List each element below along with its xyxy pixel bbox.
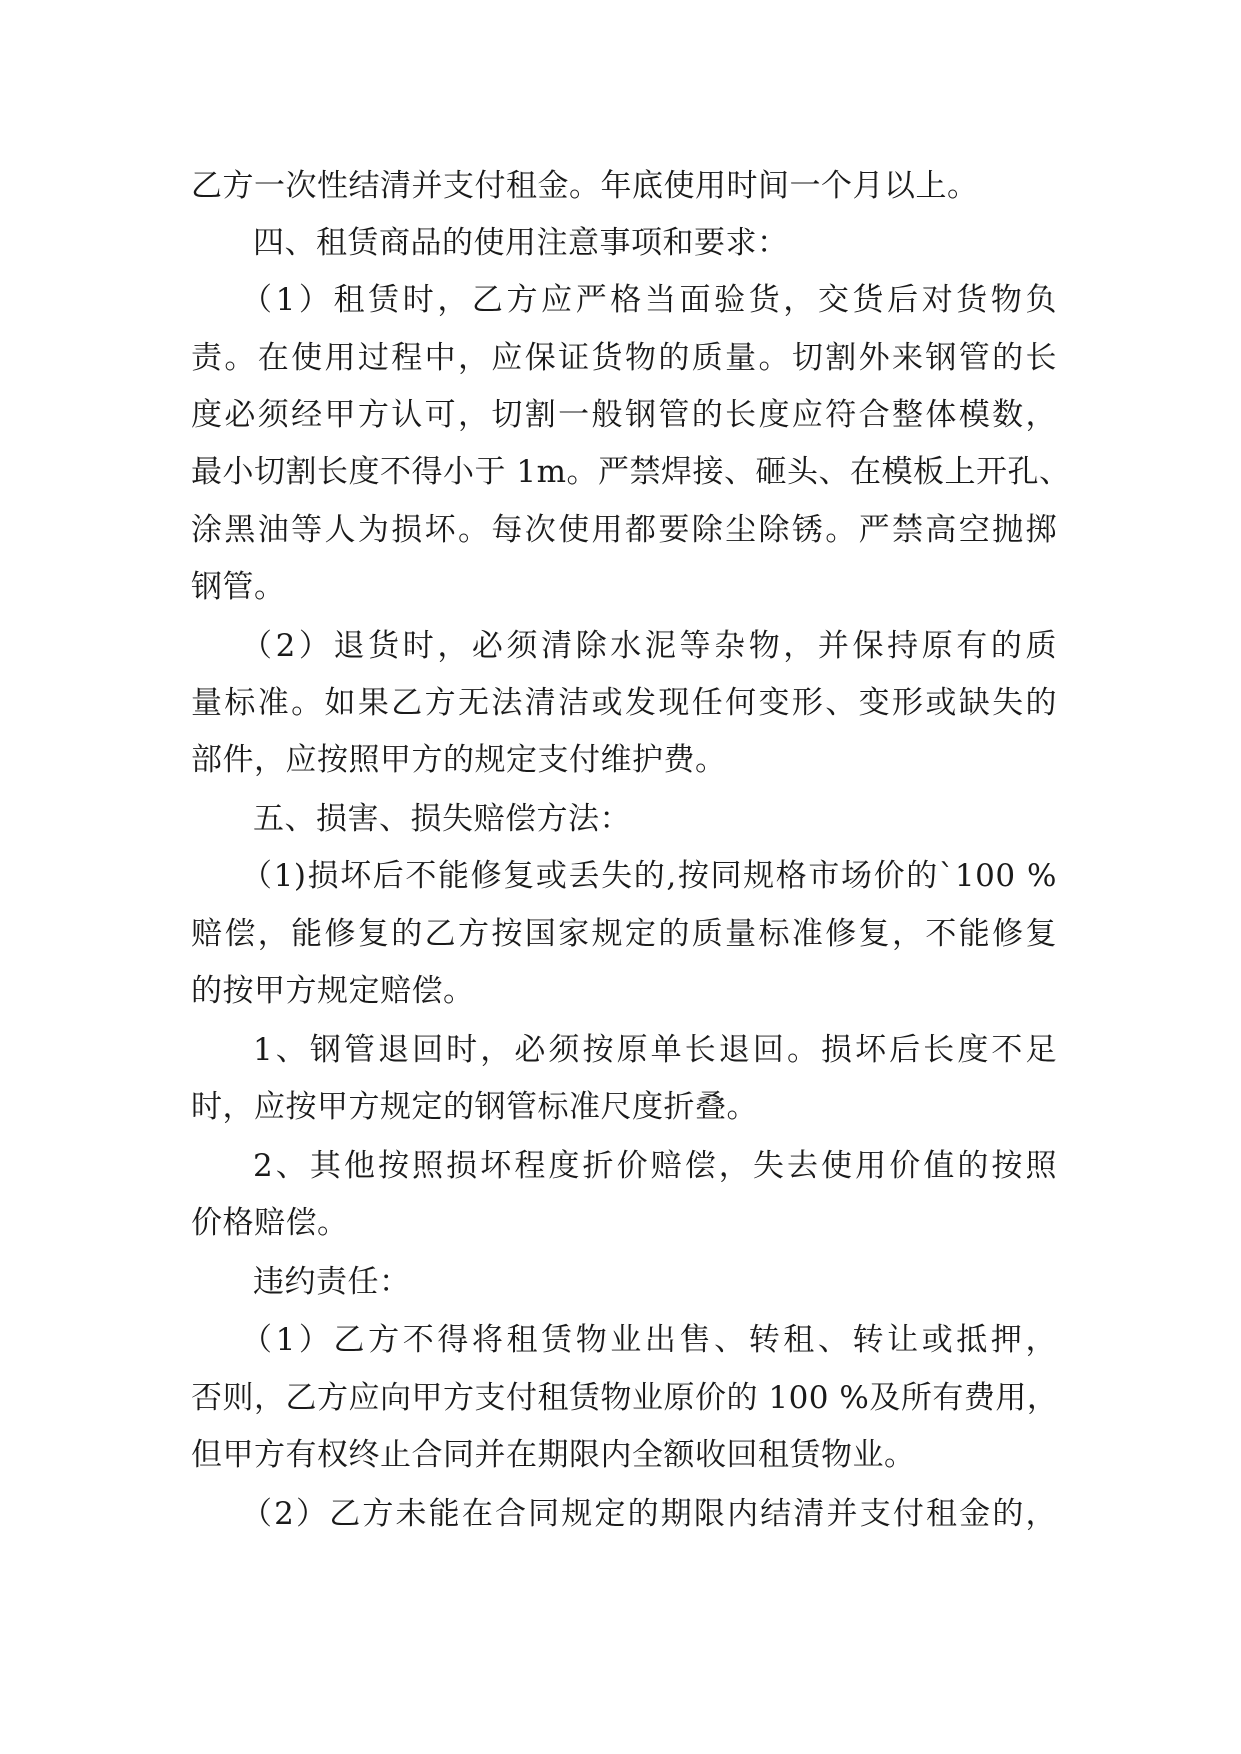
paragraph-line: 2、其他按照损坏程度折价赔偿，失去使用价值的按照	[253, 1148, 1057, 1184]
paragraph-line: 责。在使用过程中，应保证货物的质量。切割外来钢管的长	[191, 340, 1057, 376]
paragraph-line: 时，应按甲方规定的钢管标准尺度折叠。	[191, 1089, 758, 1125]
section-heading: 违约责任：	[253, 1264, 411, 1300]
section-heading: 四、租赁商品的使用注意事项和要求：	[253, 225, 789, 261]
section-heading: 五、损害、损失赔偿方法：	[253, 801, 631, 837]
paragraph-line: 部件，应按照甲方的规定支付维护费。	[191, 742, 727, 778]
paragraph-line: （1）乙方不得将租赁物业出售、转租、转让或抵押，	[241, 1322, 1057, 1358]
paragraph-line: 否则，乙方应向甲方支付租赁物业原价的 100 %及所有费用，	[191, 1380, 1059, 1416]
paragraph-line: 涂黑油等人为损坏。每次使用都要除尘除锈。严禁高空抛掷	[191, 512, 1057, 548]
paragraph-line: 赔偿，能修复的乙方按国家规定的质量标准修复，不能修复	[191, 916, 1057, 952]
paragraph-line: 钢管。	[191, 569, 286, 605]
paragraph-line: （1）租赁时，乙方应严格当面验货，交货后对货物负	[241, 282, 1057, 318]
paragraph-line: 最小切割长度不得小于 1m。严禁焊接、砸头、在模板上开孔、	[191, 454, 1071, 490]
paragraph-line: 1、钢管退回时，必须按原单长退回。损坏后长度不足	[253, 1032, 1057, 1068]
paragraph-line: （2）退货时，必须清除水泥等杂物，并保持原有的质	[241, 628, 1057, 664]
paragraph-line: （1)损坏后不能修复或丢失的,按同规格市场价的`100 %	[241, 858, 1057, 894]
paragraph-line: 价格赔偿。	[191, 1205, 349, 1241]
paragraph-line: 的按甲方规定赔偿。	[191, 973, 475, 1009]
paragraph-line: （2）乙方未能在合同规定的期限内结清并支付租金的，	[241, 1496, 1057, 1532]
paragraph-line: 度必须经甲方认可，切割一般钢管的长度应符合整体模数，	[191, 397, 1057, 433]
paragraph-line: 量标准。如果乙方无法清洁或发现任何变形、变形或缺失的	[191, 685, 1057, 721]
paragraph-line: 但甲方有权终止合同并在期限内全额收回租赁物业。	[191, 1437, 916, 1473]
paragraph-line: 乙方一次性结清并支付租金。年底使用时间一个月以上。	[191, 168, 979, 204]
